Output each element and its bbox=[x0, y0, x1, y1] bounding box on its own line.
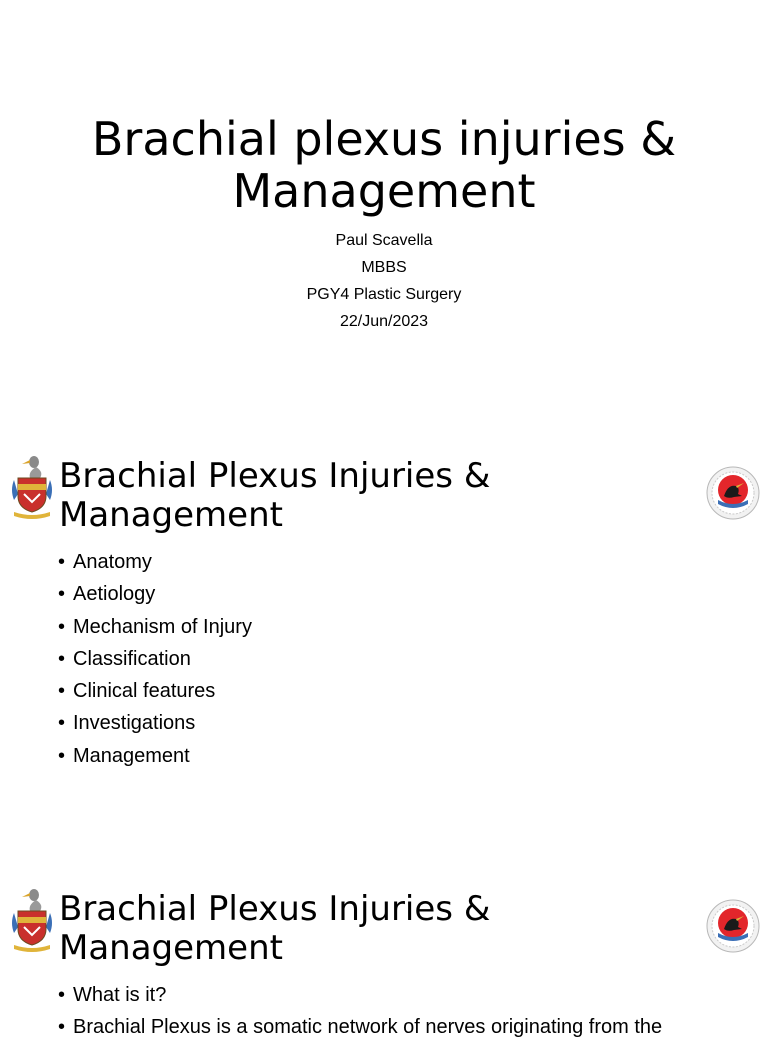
list-item: • Management bbox=[58, 740, 252, 772]
list-item: • What is it? bbox=[58, 979, 662, 1011]
circular-seal-icon bbox=[706, 899, 760, 953]
list-item: • Mechanism of Injury bbox=[58, 611, 252, 643]
list-item: • Anatomy bbox=[58, 546, 252, 578]
slide-title: Brachial Plexus Injuries & Management bbox=[59, 889, 491, 968]
presenter-degree: MBBS bbox=[361, 259, 407, 276]
presenter-position: PGY4 Plastic Surgery bbox=[306, 286, 462, 303]
definition-list bbox=[58, 979, 662, 1044]
university-crest-icon bbox=[8, 454, 56, 520]
definition-slide bbox=[0, 863, 768, 1039]
circular-seal-icon bbox=[706, 466, 760, 520]
presentation-title: Brachial plexus injuries & Management bbox=[91, 112, 677, 218]
presenter-details bbox=[0, 227, 768, 335]
outline-list bbox=[58, 546, 252, 772]
list-item: • Clinical features bbox=[58, 675, 252, 707]
university-crest-icon bbox=[8, 887, 56, 953]
presenter-name: Paul Scavella bbox=[335, 232, 433, 249]
list-item: • Aetiology bbox=[58, 578, 252, 610]
list-item: • Classification bbox=[58, 643, 252, 675]
slide-title: Brachial Plexus Injuries & Management bbox=[59, 456, 491, 535]
list-item: • Brachial Plexus is a somatic network of nerves originating from the bbox=[58, 1011, 662, 1043]
title-slide bbox=[0, 0, 768, 430]
presentation-date: 22/Jun/2023 bbox=[339, 313, 429, 330]
outline-slide bbox=[0, 430, 768, 863]
list-item: • Investigations bbox=[58, 707, 252, 739]
